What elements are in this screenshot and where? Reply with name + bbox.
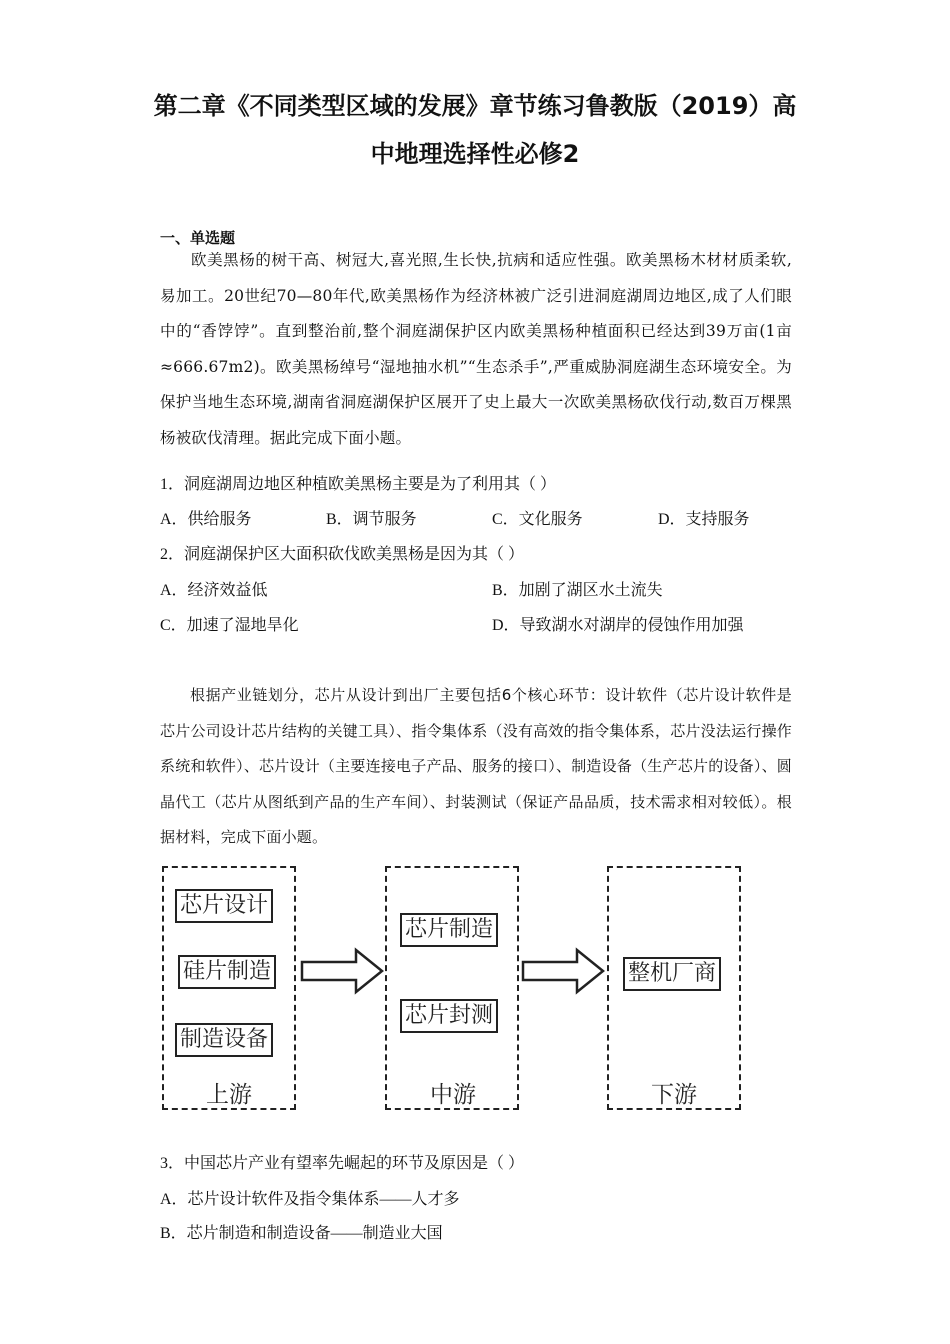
question-3-stem: 3．中国芯片产业有望率先崛起的环节及原因是（ ） bbox=[160, 1155, 525, 1172]
arrow-upstream-to-midstream bbox=[302, 950, 382, 992]
question-2-stem: 2．洞庭湖保护区大面积砍伐欧美黑杨是因为其（ ） bbox=[160, 546, 525, 563]
downstream-label: 下游 bbox=[651, 1082, 697, 1108]
upstream-item-chip-design: 芯片设计 bbox=[175, 889, 273, 923]
passage-chip-industry: 根据产业链划分，芯片从设计到出厂主要包括6个核心环节：设计软件（芯片设计软件是芯片公司设计芯片结构的关键工具）、指令集体系（没有高效的指令集体系，芯片没法运行操作系统和软件）、芯片设计（主要连接电子产品、服务的接口）、制造设备（生产芯片的设备）、圆晶代工（芯片从图纸到产品的生产车间）、封装测试（保证产品品质，技术需求相对较低）。根据材料，完成下面小题。 bbox=[160, 686, 792, 846]
upstream-item-wafer-making: 硅片制造 bbox=[178, 955, 276, 989]
upstream-label: 上游 bbox=[206, 1082, 252, 1108]
question-2-option-a: A．经济效益低 bbox=[160, 582, 268, 599]
section-title: 一、单选题 bbox=[160, 229, 236, 247]
midstream-item-chip-making: 芯片制造 bbox=[400, 913, 498, 947]
midstream-box bbox=[385, 866, 519, 1110]
question-2-option-c: C．加速了湿地旱化 bbox=[160, 617, 299, 634]
question-1-option-a: A．供给服务 bbox=[160, 511, 252, 528]
question-3-option-a: A．芯片设计软件及指令集体系——人才多 bbox=[160, 1191, 460, 1208]
upstream-item-equipment: 制造设备 bbox=[175, 1023, 273, 1057]
question-1-option-c: C．文化服务 bbox=[492, 511, 583, 528]
document-title-line1: 第二章《不同类型区域的发展》章节练习鲁教版（2019）高 bbox=[153, 92, 797, 120]
midstream-label: 中游 bbox=[430, 1082, 476, 1108]
question-1-stem: 1．洞庭湖周边地区种植欧美黑杨主要是为了利用其（ ） bbox=[160, 476, 557, 493]
document-title-line2: 中地理选择性必修2 bbox=[370, 140, 580, 168]
midstream-item-packaging-testing: 芯片封测 bbox=[400, 999, 498, 1033]
question-1-option-d: D．支持服务 bbox=[658, 511, 750, 528]
arrow-midstream-to-downstream bbox=[523, 950, 603, 992]
question-3-option-b: B．芯片制造和制造设备——制造业大国 bbox=[160, 1225, 443, 1242]
passage-poplar: 欧美黑杨的树干高、树冠大,喜光照,生长快,抗病和适应性强。欧美黑杨木材材质柔软,易加工。20世纪70—80年代,欧美黑杨作为经济林被广泛引进洞庭湖周边地区,成了人们眼中的“香饽饽”。直到整治前,整个洞庭湖保护区内欧美黑杨种植面积已经达到39万亩(1亩≈666.67m2)。欧美黑杨绰号“湿地抽水机”“生态杀手”,严重威胁洞庭湖生态环境安全。为保护当地生态环境,湖南省洞庭湖保护区展开了史上最大一次欧美黑杨砍伐行动,数百万棵黑杨被砍伐清理。据此完成下面小题。 bbox=[160, 251, 792, 447]
question-1-option-b: B．调节服务 bbox=[326, 511, 417, 528]
question-2-option-d: D．导致湖水对湖岸的侵蚀作用加强 bbox=[492, 617, 744, 634]
downstream-item-oem: 整机厂商 bbox=[623, 957, 721, 991]
question-2-option-b: B．加剧了湖区水土流失 bbox=[492, 582, 663, 599]
